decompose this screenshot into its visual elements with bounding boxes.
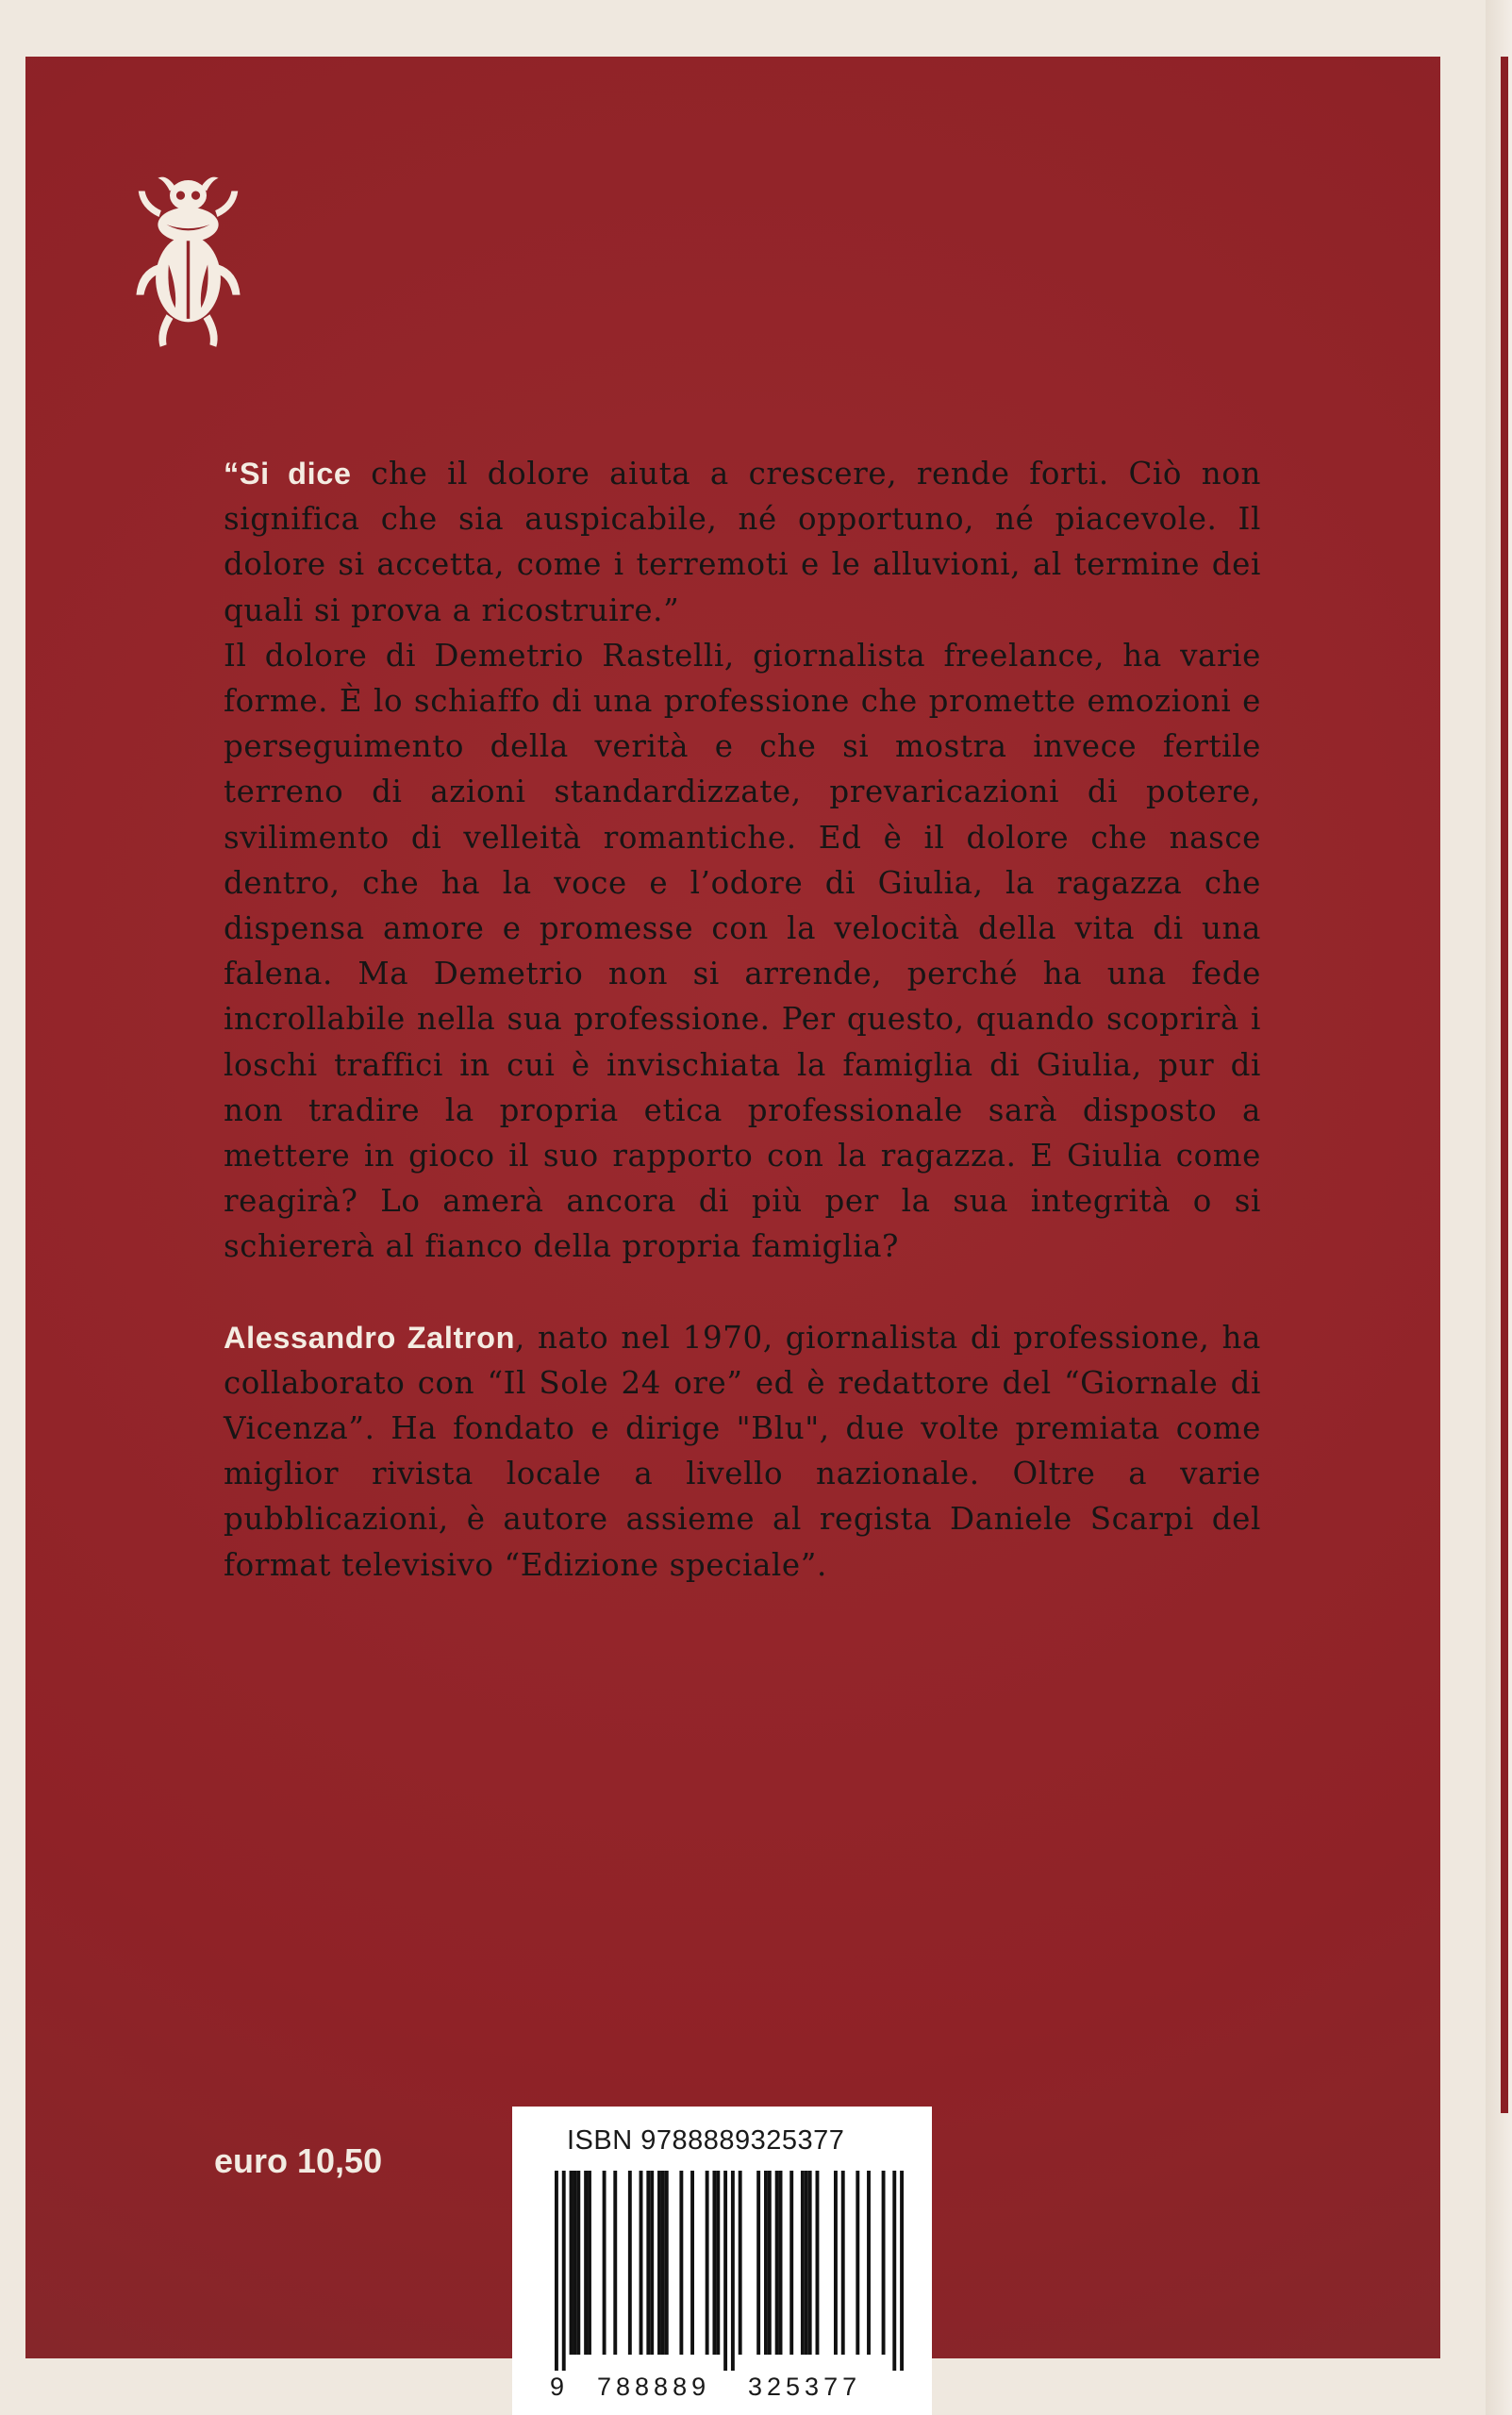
- author-bio-text: , nato nel 1970, giornalista di professione, ha collaborato con “Il Sole 24 ore” ed è redattore del “Giornale di Vicenza”. Ha fondato e dirige "Blu", due volte premiata come miglior rivista locale a livello nazionale. Oltre a varie pubblicazioni, è autore assieme al regista Daniele Scarpi del format televisivo “Edizione speciale”.: [224, 1319, 1261, 1583]
- barcode-bar: [731, 2171, 735, 2371]
- author-bio: [224, 1315, 1261, 1588]
- barcode-bar: [555, 2171, 558, 2371]
- barcode-bar: [690, 2171, 694, 2355]
- barcode-bar: [808, 2171, 812, 2355]
- barcode-bar: [665, 2171, 669, 2355]
- barcode-bar: [801, 2171, 805, 2355]
- barcode-digits-left: 788889: [597, 2373, 711, 2401]
- opening-quote: [224, 451, 1261, 633]
- blurb: [224, 451, 1261, 1588]
- barcode-bar: [816, 2171, 820, 2355]
- barcode-icon: [555, 2171, 904, 2371]
- author-name: Alessandro Zaltron: [224, 1320, 516, 1355]
- barcode-bar: [805, 2171, 808, 2355]
- barcode-bar: [640, 2171, 643, 2355]
- barcode-bar: [779, 2171, 783, 2355]
- quote-text: che il dolore aiuta a crescere, rende forti. Ciò non significa che sia auspicabile, né opportuno, né piacevole. Il dolore si accetta, come i terremoti e le alluvioni, al termine dei quali si prova a ricostruire.”: [224, 456, 1261, 628]
- barcode-bar: [706, 2171, 709, 2355]
- barcode-bar: [628, 2171, 632, 2355]
- barcode-bar: [856, 2171, 859, 2355]
- barcode-bar: [834, 2171, 838, 2355]
- quote-lead: “Si dice: [224, 457, 352, 491]
- barcode-bar: [739, 2171, 742, 2355]
- back-cover: [25, 57, 1440, 2401]
- scarab-beetle-icon: [134, 165, 242, 349]
- barcode-bar: [584, 2171, 588, 2355]
- barcode-bar: [679, 2171, 683, 2355]
- barcode-bar: [650, 2171, 654, 2355]
- barcode-bar: [900, 2171, 904, 2371]
- barcode-bar: [613, 2171, 617, 2355]
- adjacent-spine-strip: [1501, 57, 1508, 2113]
- barcode-bar: [562, 2171, 566, 2371]
- synopsis: Il dolore di Demetrio Rastelli, giornalista freelance, ha varie forme. È lo schiaffo di una professione che promette emozioni e perseguimento della verità e che si mostra invece fertile terreno di azioni standardizzate, prevaricazioni di potere, svilimento di velleità romantiche. Ed è il dolore che nasce dentro, che ha la voce e l’odore di Giulia, la ragazza che dispensa amore e promesse con la velocità della vita di una falena. Ma Demetrio non si arrende, perché ha una fede incrollabile nella sua professione. Per questo, quando scoprirà i loschi traffici in cui è invischiata la famiglia di Giulia, pur di non tradire la propria etica professionale sarà disposto a mettere in gioco il suo rapporto con la ragazza. E Giulia come reagirà? Lo amerà ancora di più per la sua integrità o si schiererà al fianco della propria famiglia?: [224, 637, 1261, 1265]
- barcode-bar: [657, 2171, 661, 2355]
- barcode-bar: [661, 2171, 665, 2355]
- barcode-digits-right: 325377: [748, 2373, 862, 2401]
- barcode-bar: [882, 2171, 886, 2355]
- barcode-bar: [768, 2171, 772, 2355]
- barcode-bar: [756, 2171, 760, 2355]
- barcode-bar: [576, 2171, 580, 2355]
- barcode-bar: [841, 2171, 845, 2355]
- isbn-label: ISBN 9788889325377: [567, 2125, 845, 2156]
- barcode-bar: [573, 2171, 576, 2355]
- barcode-bar: [775, 2171, 779, 2355]
- price: euro 10,50: [214, 2141, 383, 2180]
- barcode-digit-first: 9: [550, 2373, 565, 2401]
- barcode-bar: [892, 2171, 896, 2371]
- barcode-bar: [867, 2171, 871, 2355]
- barcode-bar: [712, 2171, 716, 2355]
- barcode-label: [512, 2107, 932, 2415]
- barcode-bar: [764, 2171, 768, 2355]
- barcode-bar: [646, 2171, 650, 2355]
- barcode-bar: [723, 2171, 727, 2371]
- barcode-bar: [716, 2171, 720, 2355]
- barcode-bar: [789, 2171, 793, 2355]
- barcode-bar: [603, 2171, 606, 2355]
- barcode-bar: [570, 2171, 573, 2355]
- barcode-bar: [588, 2171, 591, 2355]
